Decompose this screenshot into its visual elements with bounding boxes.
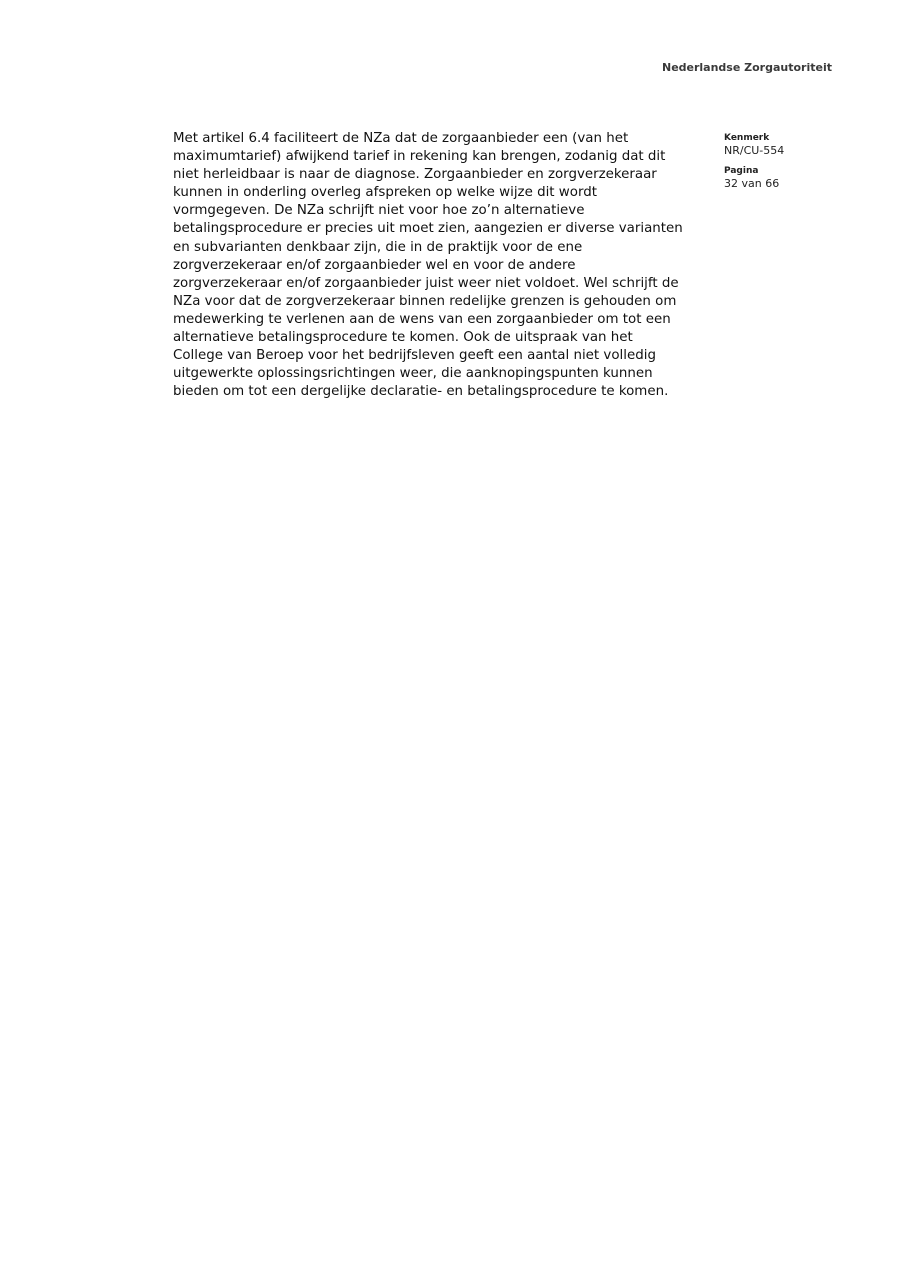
document-meta xyxy=(724,133,844,199)
reference-value: NR/CU-554 xyxy=(724,144,785,157)
body-paragraph: Met artikel 6.4 faciliteert de NZa dat de zorgaanbieder een (van het maximumtarief) afwijkend tarief in rekening kan brengen, zodanig dat dit niet herleidbaar is naar de diagnose. Zorgaanbieder en zorgverzekeraar kunnen in onderling overleg afspreken op welke wijze dit wordt vormgegeven. De NZa schrijft niet voor hoe zo’n alternatieve betalingsprocedure er precies uit moet zien, aangezien er diverse varianten en subvarianten denkbaar zijn, die in de praktijk voor de ene zorgverzekeraar en/of zorgaanbieder wel en voor de andere zorgverzekeraar en/of zorgaanbieder juist weer niet voldoet. Wel schrijft de NZa voor dat de zorgverzekeraar binnen redelijke grenzen is gehouden om medewerking te verlenen aan de wens van een zorgaanbieder om tot een alternatieve betalingsprocedure te komen. Ook de uitspraak van het College van Beroep voor het bedrijfsleven geeft een aantal niet volledig uitgewerkte oplossingsrichtingen weer, die aanknopingspunten kunnen bieden om tot een dergelijke declaratie- en betalingsprocedure te komen. xyxy=(173,131,683,400)
organization-name: Nederlandse Zorgautoriteit xyxy=(661,61,832,74)
page-number: 32 van 66 xyxy=(724,177,780,190)
reference-label: Kenmerk xyxy=(724,133,770,143)
page-label: Pagina xyxy=(724,166,759,176)
